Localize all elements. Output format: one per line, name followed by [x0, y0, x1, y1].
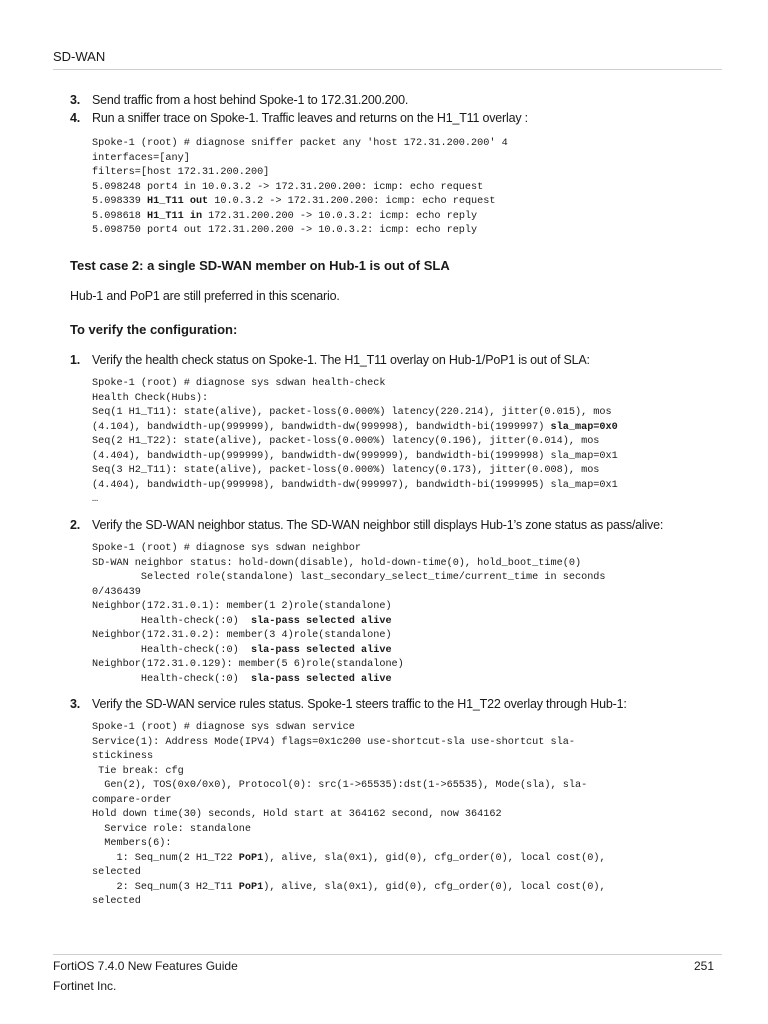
code-line: Service role: standalone — [92, 823, 251, 835]
code-line: 5.098618 — [92, 210, 148, 222]
code-line: Neighbor(172.31.0.2): member(3 4)role(standalone) — [92, 630, 392, 641]
code-line: Spoke-1 (root) # diagnose sys sdwan neighbor — [92, 543, 361, 554]
code-line: (4.104), bandwidth-up(999999), bandwidth-dw(999998), bandwidth-bi(1999997) — [92, 421, 551, 433]
code-line: 2: Seq_num(3 H2_T11 — [92, 881, 239, 893]
footer-company: Fortinet Inc. — [53, 979, 117, 993]
page-number: 251 — [693, 959, 714, 973]
code-line: Neighbor(172.31.0.1): member(1 2)role(standalone) — [92, 601, 392, 612]
code-line: Health-check(:0) — [92, 615, 251, 627]
code-line: Health-check(:0) — [92, 644, 251, 656]
code-line: 172.31.200.200 -> 10.0.3.2: icmp: echo reply — [202, 210, 478, 222]
step-text: Verify the SD-WAN service rules status. Spoke-1 steers traffic to the H1_T22 overlay through Hub-1: — [92, 697, 627, 711]
code-line: Health Check(Hubs): — [92, 392, 209, 404]
header-divider — [53, 69, 722, 70]
sniffer-code-block — [92, 137, 508, 239]
code-line: Service(1): Address Mode(IPV4) flags=0x1c200 use-shortcut-sla use-shortcut sla- — [92, 736, 575, 748]
code-line: filters=[host 172.31.200.200] — [92, 167, 270, 178]
code-highlight: PoP1 — [238, 881, 264, 893]
step-3 — [70, 93, 408, 107]
code-highlight: sla-pass selected alive — [250, 615, 392, 627]
footer-divider — [53, 954, 722, 955]
code-line: Spoke-1 (root) # diagnose sys sdwan service — [92, 722, 355, 733]
code-highlight: H1_T11 out — [147, 196, 209, 207]
verify-step-1 — [70, 353, 590, 367]
test-case-heading: Test case 2: a single SD-WAN member on Hub-1 is out of SLA — [70, 258, 450, 273]
code-line: Tie break: cfg — [92, 765, 184, 777]
code-line: selected — [92, 896, 141, 907]
code-highlight: H1_T11 in — [147, 210, 203, 222]
code-line: … — [92, 494, 99, 505]
health-check-code-block — [92, 377, 618, 508]
step-number: 4. — [70, 111, 81, 125]
footer-guide-title: FortiOS 7.4.0 New Features Guide — [53, 959, 238, 973]
code-highlight: sla-pass selected alive — [250, 644, 392, 656]
code-line: stickiness — [92, 751, 154, 762]
code-line: 10.0.3.2 -> 172.31.200.200: icmp: echo request — [208, 196, 496, 207]
code-line: SD-WAN neighbor status: hold-down(disable), hold-down-time(0), hold_boot_time(0) — [92, 557, 582, 569]
code-line: (4.404), bandwidth-up(999999), bandwidth-dw(999999), bandwidth-bi(1999998) sla_map=0x1 — [92, 450, 618, 462]
step-number: 3. — [70, 697, 81, 711]
code-line: ), alive, sla(0x1), gid(0), cfg_order(0), local cost(0), — [263, 852, 606, 864]
step-number: 3. — [70, 93, 81, 107]
code-line: 0/436439 — [92, 586, 141, 598]
step-number: 1. — [70, 353, 81, 367]
code-line: Hold down time(30) seconds, Hold start at 364162 second, now 364162 — [92, 809, 502, 820]
step-text: Verify the SD-WAN neighbor status. The SD-WAN neighbor still displays Hub-1’s zone status as pass/alive: — [92, 518, 664, 532]
verify-step-3 — [70, 697, 627, 711]
code-line: Seq(3 H2_T11): state(alive), packet-loss(0.000%) latency(0.173), jitter(0.008), mos — [92, 465, 600, 476]
code-line: Seq(1 H1_T11): state(alive), packet-loss(0.000%) latency(220.214), jitter(0.015), mos — [92, 407, 612, 418]
code-line: compare-order — [92, 794, 172, 806]
code-line: 1: Seq_num(2 H1_T22 — [92, 852, 239, 864]
code-line: Spoke-1 (root) # diagnose sys sdwan health-check — [92, 378, 386, 389]
code-line: Health-check(:0) — [92, 673, 251, 685]
code-highlight: PoP1 — [238, 852, 264, 864]
step-4 — [70, 111, 528, 125]
code-highlight: sla_map=0x0 — [550, 421, 618, 433]
code-line: Gen(2), TOS(0x0/0x0), Protocol(0): src(1->65535):dst(1->65535), Mode(sla), sla- — [92, 780, 588, 791]
code-line: Selected role(standalone) last_secondary_select_time/current_time in seconds — [92, 572, 606, 583]
neighbor-code-block — [92, 542, 606, 687]
verify-step-2 — [70, 518, 663, 532]
code-line: Seq(2 H1_T22): state(alive), packet-loss(0.000%) latency(0.196), jitter(0.014), mos — [92, 436, 600, 447]
code-line: Spoke-1 (root) # diagnose sniffer packet any 'host 172.31.200.200' 4 — [92, 138, 508, 149]
step-number: 2. — [70, 518, 81, 532]
code-line: (4.404), bandwidth-up(999998), bandwidth-dw(999997), bandwidth-bi(1999995) sla_map=0x1 — [92, 479, 618, 491]
code-line: interfaces=[any] — [92, 152, 190, 164]
code-line: selected — [92, 867, 141, 878]
test-case-intro: Hub-1 and PoP1 are still preferred in this scenario. — [70, 289, 340, 303]
code-line: 5.098248 port4 in 10.0.3.2 -> 172.31.200.200: icmp: echo request — [92, 181, 484, 193]
code-highlight: sla-pass selected alive — [250, 673, 392, 685]
code-line: ), alive, sla(0x1), gid(0), cfg_order(0), local cost(0), — [263, 881, 606, 893]
step-text: Verify the health check status on Spoke-1. The H1_T11 overlay on Hub-1/PoP1 is out of SLA: — [92, 353, 590, 367]
code-line: 5.098339 — [92, 196, 148, 207]
code-line: Neighbor(172.31.0.129): member(5 6)role(standalone) — [92, 659, 404, 670]
code-line: 5.098750 port4 out 172.31.200.200 -> 10.0.3.2: icmp: echo reply — [92, 225, 478, 236]
header-title: SD-WAN — [53, 49, 106, 64]
verify-heading: To verify the configuration: — [70, 322, 238, 337]
code-line: Members(6): — [92, 838, 172, 849]
step-text: Run a sniffer trace on Spoke-1. Traffic leaves and returns on the H1_T11 overlay : — [92, 111, 528, 125]
step-text: Send traffic from a host behind Spoke-1 to 172.31.200.200. — [92, 93, 409, 107]
service-code-block — [92, 721, 606, 910]
